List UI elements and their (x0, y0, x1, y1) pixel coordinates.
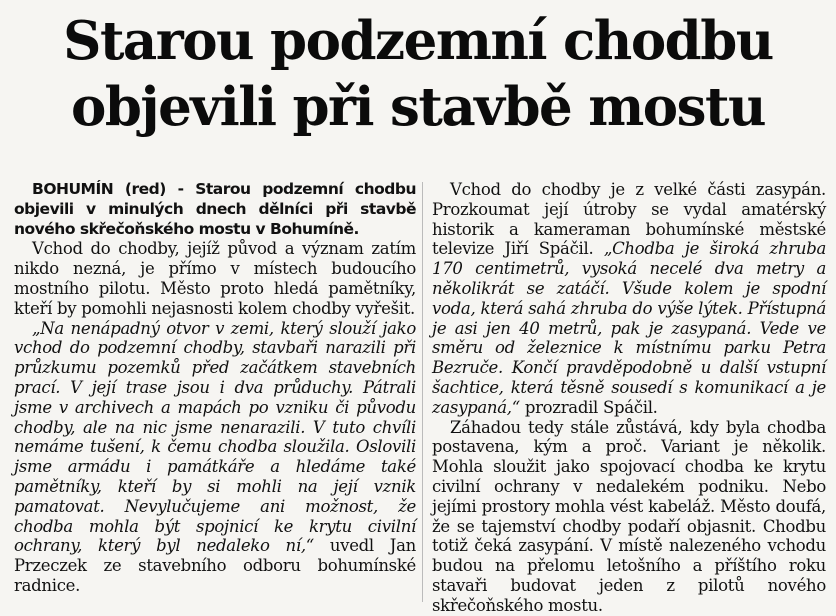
quote-left: „Na nenápadný otvor v zemi, který slouží jako vchod do podzemní chodby, stavbaři narazili při průzkumu pozemků před začátkem stavebních prací. V její trase jsou i dva průduchy. Pátrali jsme v archivech a mapách po vzniku či původu chodby, ale na nic jsme nenarazili. V tuto chvíli nemáme tušení, k čemu chodba sloužila. Oslovili jsme armádu i památkáře a hledáme také pamětníky, kteří by si mohli na její vznik pamatovat. Nevylučujeme ani možnost, že chodba mohla být spojnicí ke krytu civilní ochrany, který byl nedaleko ní,“ (14, 318, 416, 556)
quote-right: „Chodba je široká zhruba 170 centimetrů, vysoká necelé dva metry a několikrát se zatáčí. Všude kolem je spodní voda, která sahá zhruba do výše lýtek. Přístupná je asi jen 40 metrů, pak je zasypaná. Vede ve směru od železnice k místnímu parku Petra Bezruče. Končí pravděpodobně u další vstupní šachtice, která těsně sousedí s komunikací a je zasypaná,“ (432, 239, 826, 417)
dateline: BOHUMÍN (red) - (32, 180, 196, 198)
column-right (432, 180, 826, 616)
paragraph-right-1 (432, 180, 826, 418)
lead-paragraph (14, 180, 416, 239)
column-divider (422, 182, 423, 602)
paragraph-left-1: Vchod do chodby, jejíž původ a význam zatím nikdo nezná, je přímo v místech budoucího mostního pilotu. Město proto hledá pamětníky, kteří by pomohli nejasnosti kolem chodby vyřešit. (14, 239, 416, 318)
paragraph-right-2: Záhadou tedy stále zůstává, kdy byla chodba postavena, kým a proč. Variant je několik. Mohla sloužit jako spojovací chodba ke krytu civilní ochrany v nedalekém podniku. Nebo jejími prostory mohla vést kabeláž. Město doufá, že se tajemství chodby podaří objasnit. Chodbu totiž čeká zasypání. V místě nalezeného vchodu budou na přelomu letošního a příštího roku stavaři budovat jeden z pilotů nového skřečoňského mostu. (432, 417, 826, 615)
quote-left-attribution: uvedl Jan Przeczek ze stavebního odboru bohumínské radnice. (14, 536, 416, 595)
paragraph-left-2 (14, 319, 416, 596)
lead-text: Starou podzemní chodbu objevili v minulých dnech dělníci při stavbě nového skřečoňského mostu v Bohumíně. (14, 180, 416, 238)
headline-line-1: Starou podzemní chodbu (63, 10, 773, 72)
column-left (14, 180, 416, 596)
quote-right-attribution: prozradil Spáčil. (519, 397, 658, 417)
headline (14, 8, 822, 140)
headline-line-2: objevili při stavbě mostu (71, 76, 765, 138)
paragraph-right-1-intro: Vchod do chodby je z velké části zasypán. Prozkoumat její útroby se vydal amatérský historik a kameraman bohumínské městské televize Jiří Spáčil. (432, 180, 826, 259)
